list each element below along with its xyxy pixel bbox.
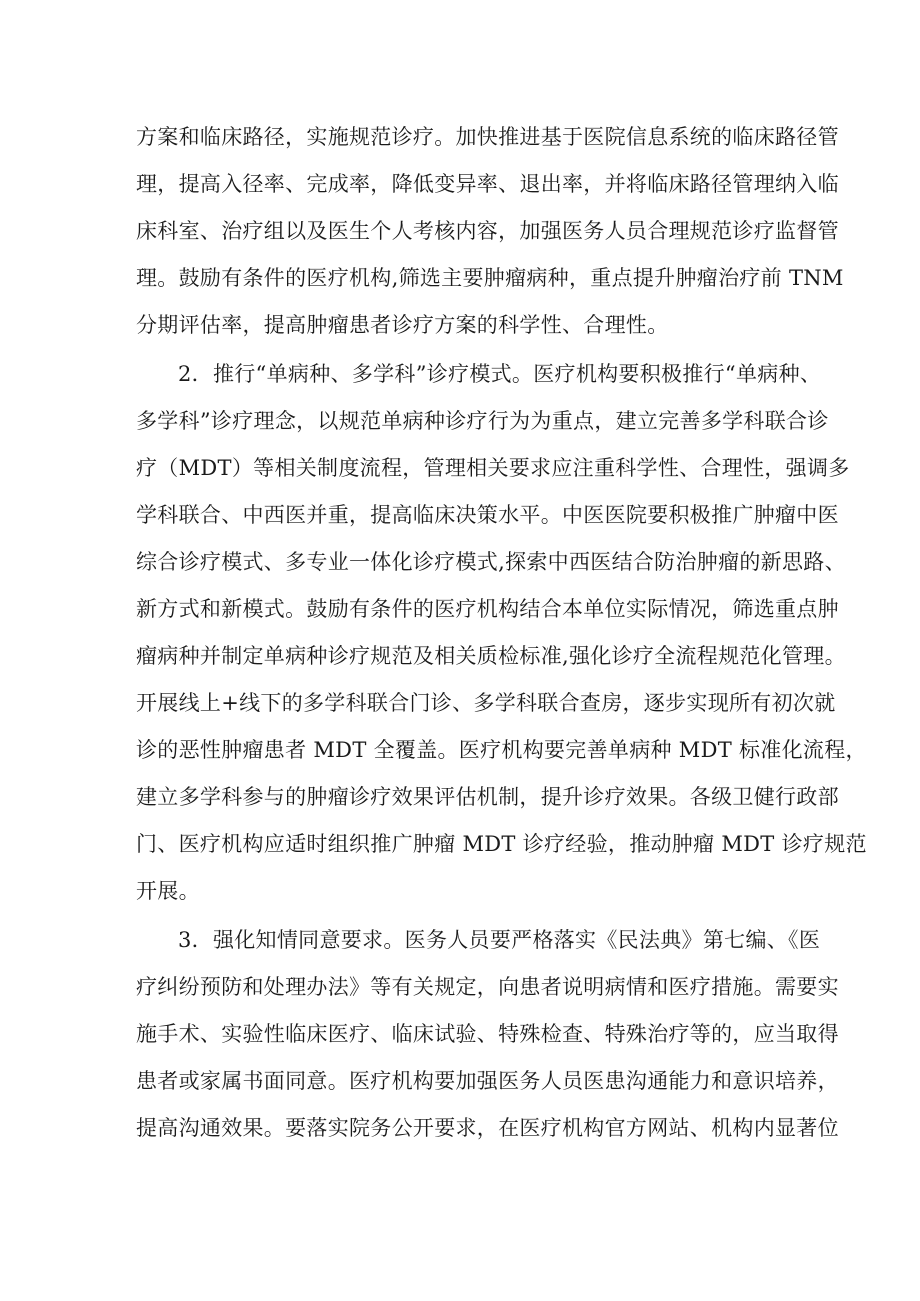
text-line: 理，提高入径率、完成率，降低变异率、退出率，并将临床路径管理纳入临 — [136, 172, 839, 196]
text-line: 开展。 — [136, 879, 200, 903]
text-line: 床科室、治疗组以及医生个人考核内容，加强医务人员合理规范诊疗监督管 — [136, 219, 839, 243]
text-line: 患者或家属书面同意。医疗机构要加强医务人员医患沟通能力和意识培养， — [136, 1069, 839, 1093]
text-line: 疗纠纷预防和处理办法》等有关规定，向患者说明病情和医疗措施。需要实 — [136, 975, 839, 999]
text-line: 提高沟通效果。要落实院务公开要求，在医疗机构官方网站、机构内显著位 — [136, 1116, 839, 1140]
paragraph-clinical-pathway — [136, 114, 844, 349]
text-line: 新方式和新模式。鼓励有条件的医疗机构结合本单位实际情况，筛选重点肿 — [136, 597, 839, 621]
paragraph-informed-consent — [136, 917, 839, 1152]
text-line: 方案和临床路径，实施规范诊疗。加快推进基于医院信息系统的临床路径管 — [136, 125, 839, 149]
text-line: 2．推行“单病种、多学科”诊疗模式。医疗机构要积极推行“单病种、 — [178, 362, 822, 386]
text-line: 门、医疗机构应适时组织推广肿瘤 MDT 诊疗经验，推动肿瘤 MDT 诊疗规范 — [136, 832, 867, 856]
text-line: 疗（MDT）等相关制度流程，管理相关要求应注重科学性、合理性，强调多 — [136, 456, 850, 480]
document-body — [136, 114, 867, 1152]
text-line: 综合诊疗模式、多专业一体化诊疗模式,探索中西医结合防治肿瘤的新思路、 — [136, 550, 846, 574]
text-line: 开展线上+线下的多学科联合门诊、多学科联合查房，逐步实现所有初次就 — [136, 691, 836, 715]
text-line: 诊的恶性肿瘤患者 MDT 全覆盖。医疗机构要完善单病种 MDT 标准化流程， — [136, 738, 867, 762]
text-line: 学科联合、中西医并重，提高临床决策水平。中医医院要积极推广肿瘤中医 — [136, 503, 839, 527]
text-line: 分期评估率，提高肿瘤患者诊疗方案的科学性、合理性。 — [136, 313, 669, 337]
paragraph-mdt-model — [136, 351, 867, 915]
text-line: 瘤病种并制定单病种诊疗规范及相关质检标准,强化诊疗全流程规范化管理。 — [136, 644, 846, 668]
text-line: 多学科”诊疗理念，以规范单病种诊疗行为为重点，建立完善多学科联合诊 — [136, 409, 829, 433]
text-line: 施手术、实验性临床医疗、临床试验、特殊检查、特殊治疗等的，应当取得 — [136, 1022, 839, 1046]
text-line: 3．强化知情同意要求。医务人员要严格落实《民法典》第七编、《医 — [178, 928, 821, 952]
text-line: 理。鼓励有条件的医疗机构,筛选主要肿瘤病种，重点提升肿瘤治疗前 TNM — [136, 266, 844, 290]
text-line: 建立多学科参与的肿瘤诊疗效果评估机制，提升诊疗效果。各级卫健行政部 — [136, 785, 839, 809]
